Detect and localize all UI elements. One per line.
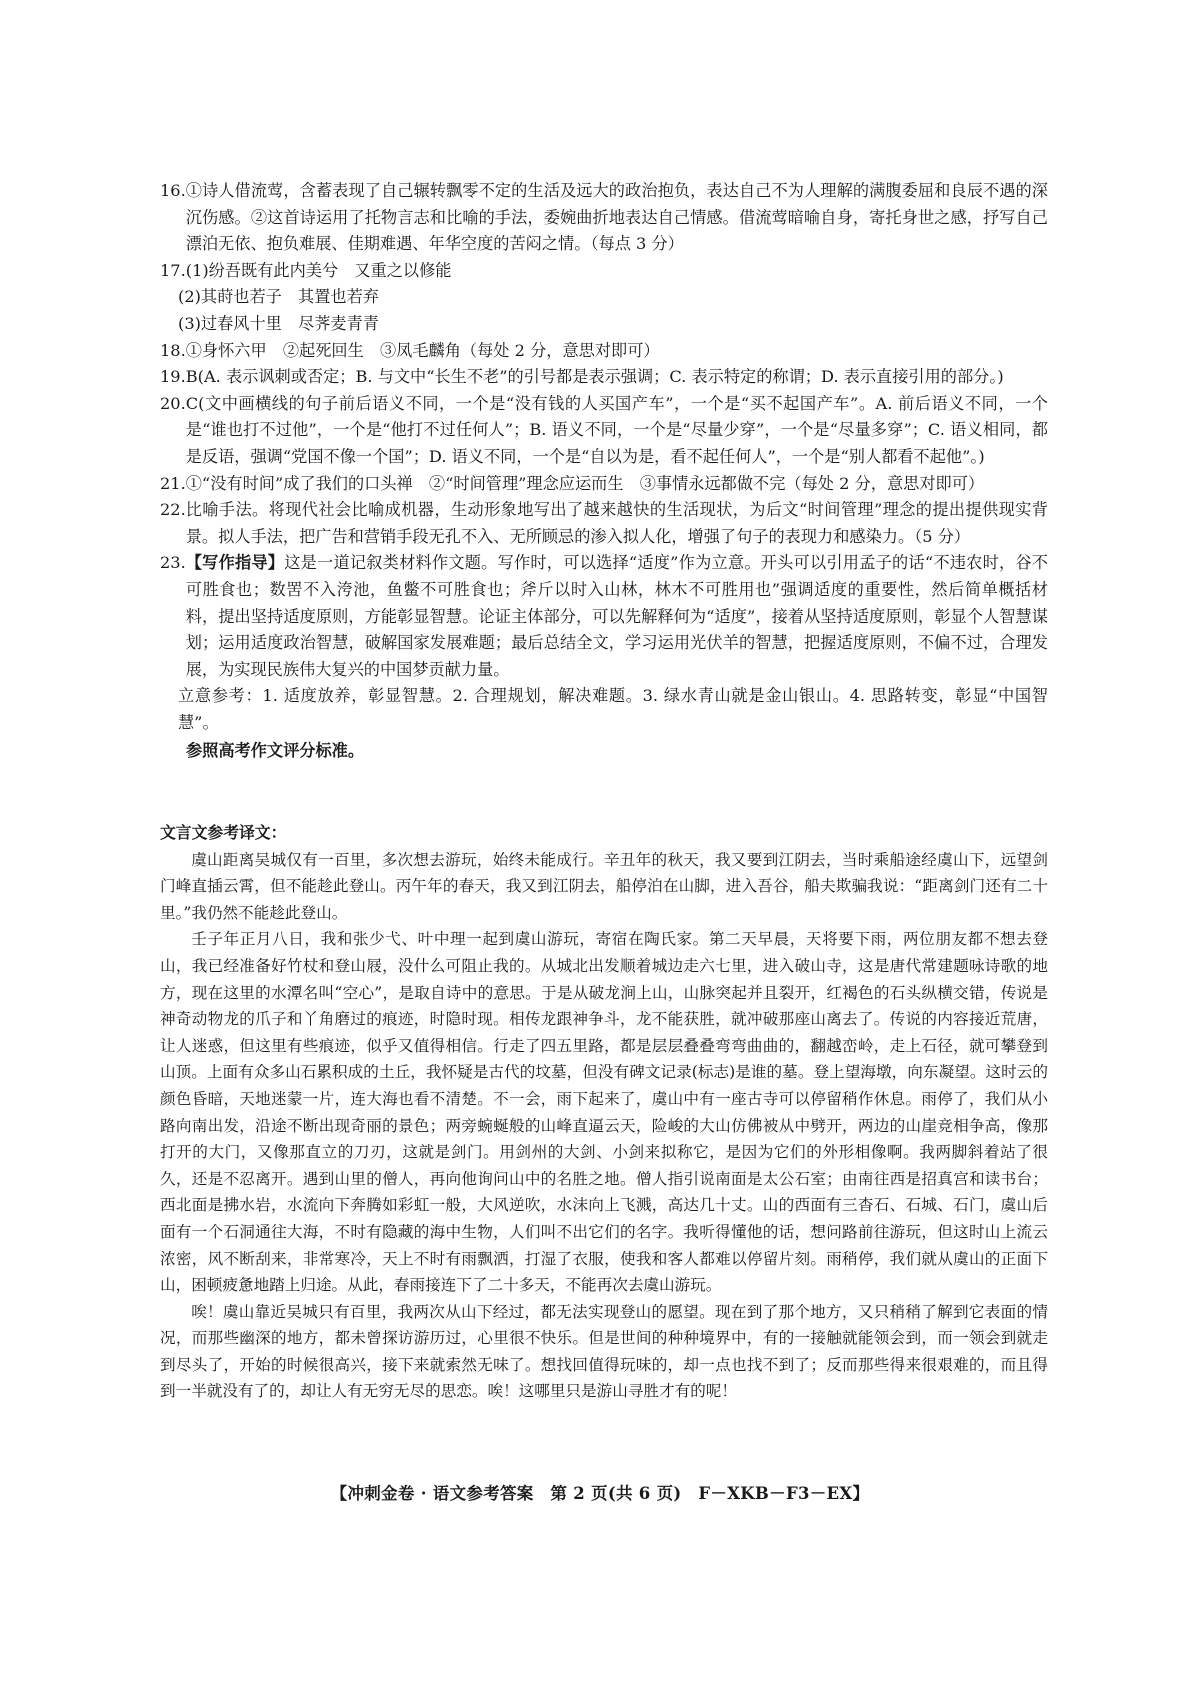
question-number: 19. [160, 367, 186, 387]
answer-text: 比喻手法。将现代社会比喻成机器，生动形象地写出了越来越快的生活现状，为后文“时间管理”理念的提出提供现实背景。拟人手法，把广告和营销手段无孔不入、无所顾忌的渗入拟人化，增强了句子的表现力和感染力。（5 分） [185, 500, 1048, 546]
question-number: 21. [160, 473, 186, 493]
answer-text: C(文中画横线的句子前后语义不同，一个是“没有钱的人买国产车”，一个是“买不起国产车”。A. 前后语义不同，一个是“谁也打不过他”，一个是“他打不过任何人”；B. 语义不同，一个是“尽量少穿”，一个是“尽量多穿”；C. 语义相同，都是反语，强调“党国不像一个国”；D. 语义不同，一个是“自以为是，看不起任何人”，一个是“别人都看不起他”。) [185, 393, 1048, 466]
answer-text: ①“没有时间”成了我们的口头禅 ②“时间管理”理念应运而生 ③事情永远都做不完（每处 2 分，意思对即可） [185, 473, 985, 493]
answer-20 [160, 391, 1048, 471]
answer-text: ①身怀六甲 ②起死回生 ③凤毛麟角（每处 2 分，意思对即可） [185, 340, 660, 360]
theme-reference: 立意参考：1. 适度放养，彰显智慧。2. 合理规划，解决难题。3. 绿水青山就是金山银山。4. 思路转变，彰显“中国智慧”。 [178, 686, 1048, 732]
answer-22 [160, 497, 1048, 550]
answer-text: ①诗人借流莺，含蓄表现了自己辗转飘零不定的生活及远大的政治抱负，表达自己不为人理解的满腹委屈和良辰不遇的深沉伤感。②这首诗运用了托物言志和比喻的手法，委婉曲折地表达自己情感。借流莺暗喻自身，寄托身世之感，抒写自己漂泊无依、抱负难展、佳期难遇、年华空度的苦闷之情。（每点 3 分） [185, 181, 1048, 254]
page-footer: 【冲刺金卷 · 语文参考答案 第 2 页(共 6 页) F－XKB－F3－EX】 [330, 1484, 870, 1503]
answer-16 [160, 178, 1048, 258]
question-number: 16. [160, 181, 186, 200]
question-number: 22. [160, 500, 186, 520]
writing-guide-text: 这是一道记叙类材料作文题。写作时，可以选择“适度”作为立意。开头可以引用孟子的话“不违农时，谷不可胜食也；数罟不入洿池，鱼鳖不可胜食也；斧斤以时入山林，林木不可胜用也”强调适度的重要性，然后简单概括材料，提出坚持适度原则，方能彰显智慧。论证主体部分，可以先解释何为“适度”，接着从坚持适度原则，彰显个人智慧谋划；运用适度政治智慧，破解国家发展难题；最后总结全文，学习运用光伏羊的智慧，把握适度原则，不偏不过，合理发展，为实现民族伟大复兴的中国梦贡献力量。 [185, 553, 1048, 679]
answer-text: (1)纷吾既有此内美兮 又重之以修能 [185, 260, 452, 280]
question-number: 23. [160, 553, 186, 573]
answer-21 [160, 471, 1048, 498]
translation-section [160, 820, 1048, 1405]
answer-19 [160, 364, 1048, 391]
translation-paragraph: 壬子年正月八日，我和张少弋、叶中理一起到虞山游玩，寄宿在陶氏家。第二天早晨，天将要下雨，两位朋友都不想去登山，我已经准备好竹杖和登山屐，没什么可阻止我的。从城北出发顺着城边走六七里，进入破山寺，这是唐代常建题咏诗歌的地方，现在这里的水潭名叫“空心”，是取自诗中的意思。于是从破龙涧上山，山脉突起并且裂开，红褐色的石头纵横交错，传说是神奇动物龙的爪子和丫角磨过的痕迹，时隐时现。相传龙跟神争斗，龙不能获胜，就冲破那座山离去了。传说的内容接近荒唐，让人迷惑，但这里有些痕迹，似乎又值得相信。行走了四五里路，都是层层叠叠弯弯曲曲的，翻越峦岭，走上石径，就可攀登到山顶。上面有众多山石累积成的土丘，我怀疑是古代的坟墓，但没有碑文记录(标志)是谁的墓。登上望海墩，向东凝望。这时云的颜色昏暗，天地迷蒙一片，连大海也看不清楚。不一会，雨下起来了，虞山中有一座古寺可以停留稍作休息。雨停了，我们从小路向南出发，沿途不断出现奇丽的景色；两旁蜿蜒般的山峰直逼云天，险峻的大山仿佛被从中劈开，两边的山崖竞相争高，像那打开的大门，又像那直立的刀刃，这就是剑门。用剑州的大剑、小剑来拟称它，是因为它们的外形相像啊。我两脚斜着站了很久，还是不忍离开。遇到山里的僧人，再向他询问山中的名胜之地。僧人指引说南面是太公石室；由南往西是招真宫和读书台；西北面是拂水岩，水流向下奔腾如彩虹一般，大风逆吹，水沫向上飞溅，高达几十丈。山的西面有三杳石、石城、石门，虞山后面有一个石洞通往大海，不时有隐藏的海中生物，人们叫不出它们的名字。我听得懂他的话，想问路前往游玩，但这时山上流云浓密，风不断刮来，非常寒冷，天上不时有雨飘洒，打湿了衣服，使我和客人都难以停留片刻。雨稍停，我们就从虞山的正面下山，困顿疲惫地踏上归途。从此，春雨接连下了二十多天，不能再次去虞山游玩。 [160, 930, 1048, 1295]
answer-section [160, 178, 1048, 765]
answer-23 [160, 550, 1048, 683]
answer-18 [160, 338, 1048, 365]
answer-text: B(A. 表示讽刺或否定；B. 与文中“长生不老”的引号都是表示强调；C. 表示特定的称谓；D. 表示直接引用的部分。) [185, 367, 1004, 387]
translation-title: 文言文参考译文： [160, 823, 287, 842]
answer-17-line-3: (3)过春风十里 尽荠麦青青 [178, 313, 379, 333]
question-number: 20. [160, 393, 186, 413]
answer-17 [160, 258, 1048, 285]
question-number: 18. [160, 340, 186, 360]
translation-paragraph: 虞山距离吴城仅有一百里，多次想去游玩，始终未能成行。辛丑年的秋天，我又要到江阴去，当时乘船途经虞山下，远望剑门峰直插云霄，但不能趁此登山。丙午年的春天，我又到江阴去，船停泊在山脚，进入吾谷，船夫欺骗我说：“距离剑门还有二十里。”我仍然不能趁此登山。 [160, 850, 1048, 922]
writing-guide-tag: 【写作指导】 [185, 553, 285, 573]
translation-paragraph: 唉！虞山靠近吴城只有百里，我两次从山下经过，都无法实现登山的愿望。现在到了那个地方，又只稍稍了解到它表面的情况，而那些幽深的地方，都未曾探访游历过，心里很不快乐。但是世间的种种境界中，有的一接触就能领会到，而一领会到就走到尽头了，开始的时候很高兴，接下来就索然无味了。想找回值得玩味的，却一点也找不到了；反而那些得来很艰难的，而且得到一半就没有了的，却让人有无穷无尽的思恋。唉！这哪里只是游山寻胜才有的呢！ [160, 1302, 1048, 1401]
question-number: 17. [160, 260, 186, 280]
answer-text [186, 550, 1048, 683]
grading-standard-note: 参照高考作文评分标准。 [186, 741, 365, 761]
answer-17-line-2: (2)其莳也若子 其置也若弃 [178, 287, 379, 307]
